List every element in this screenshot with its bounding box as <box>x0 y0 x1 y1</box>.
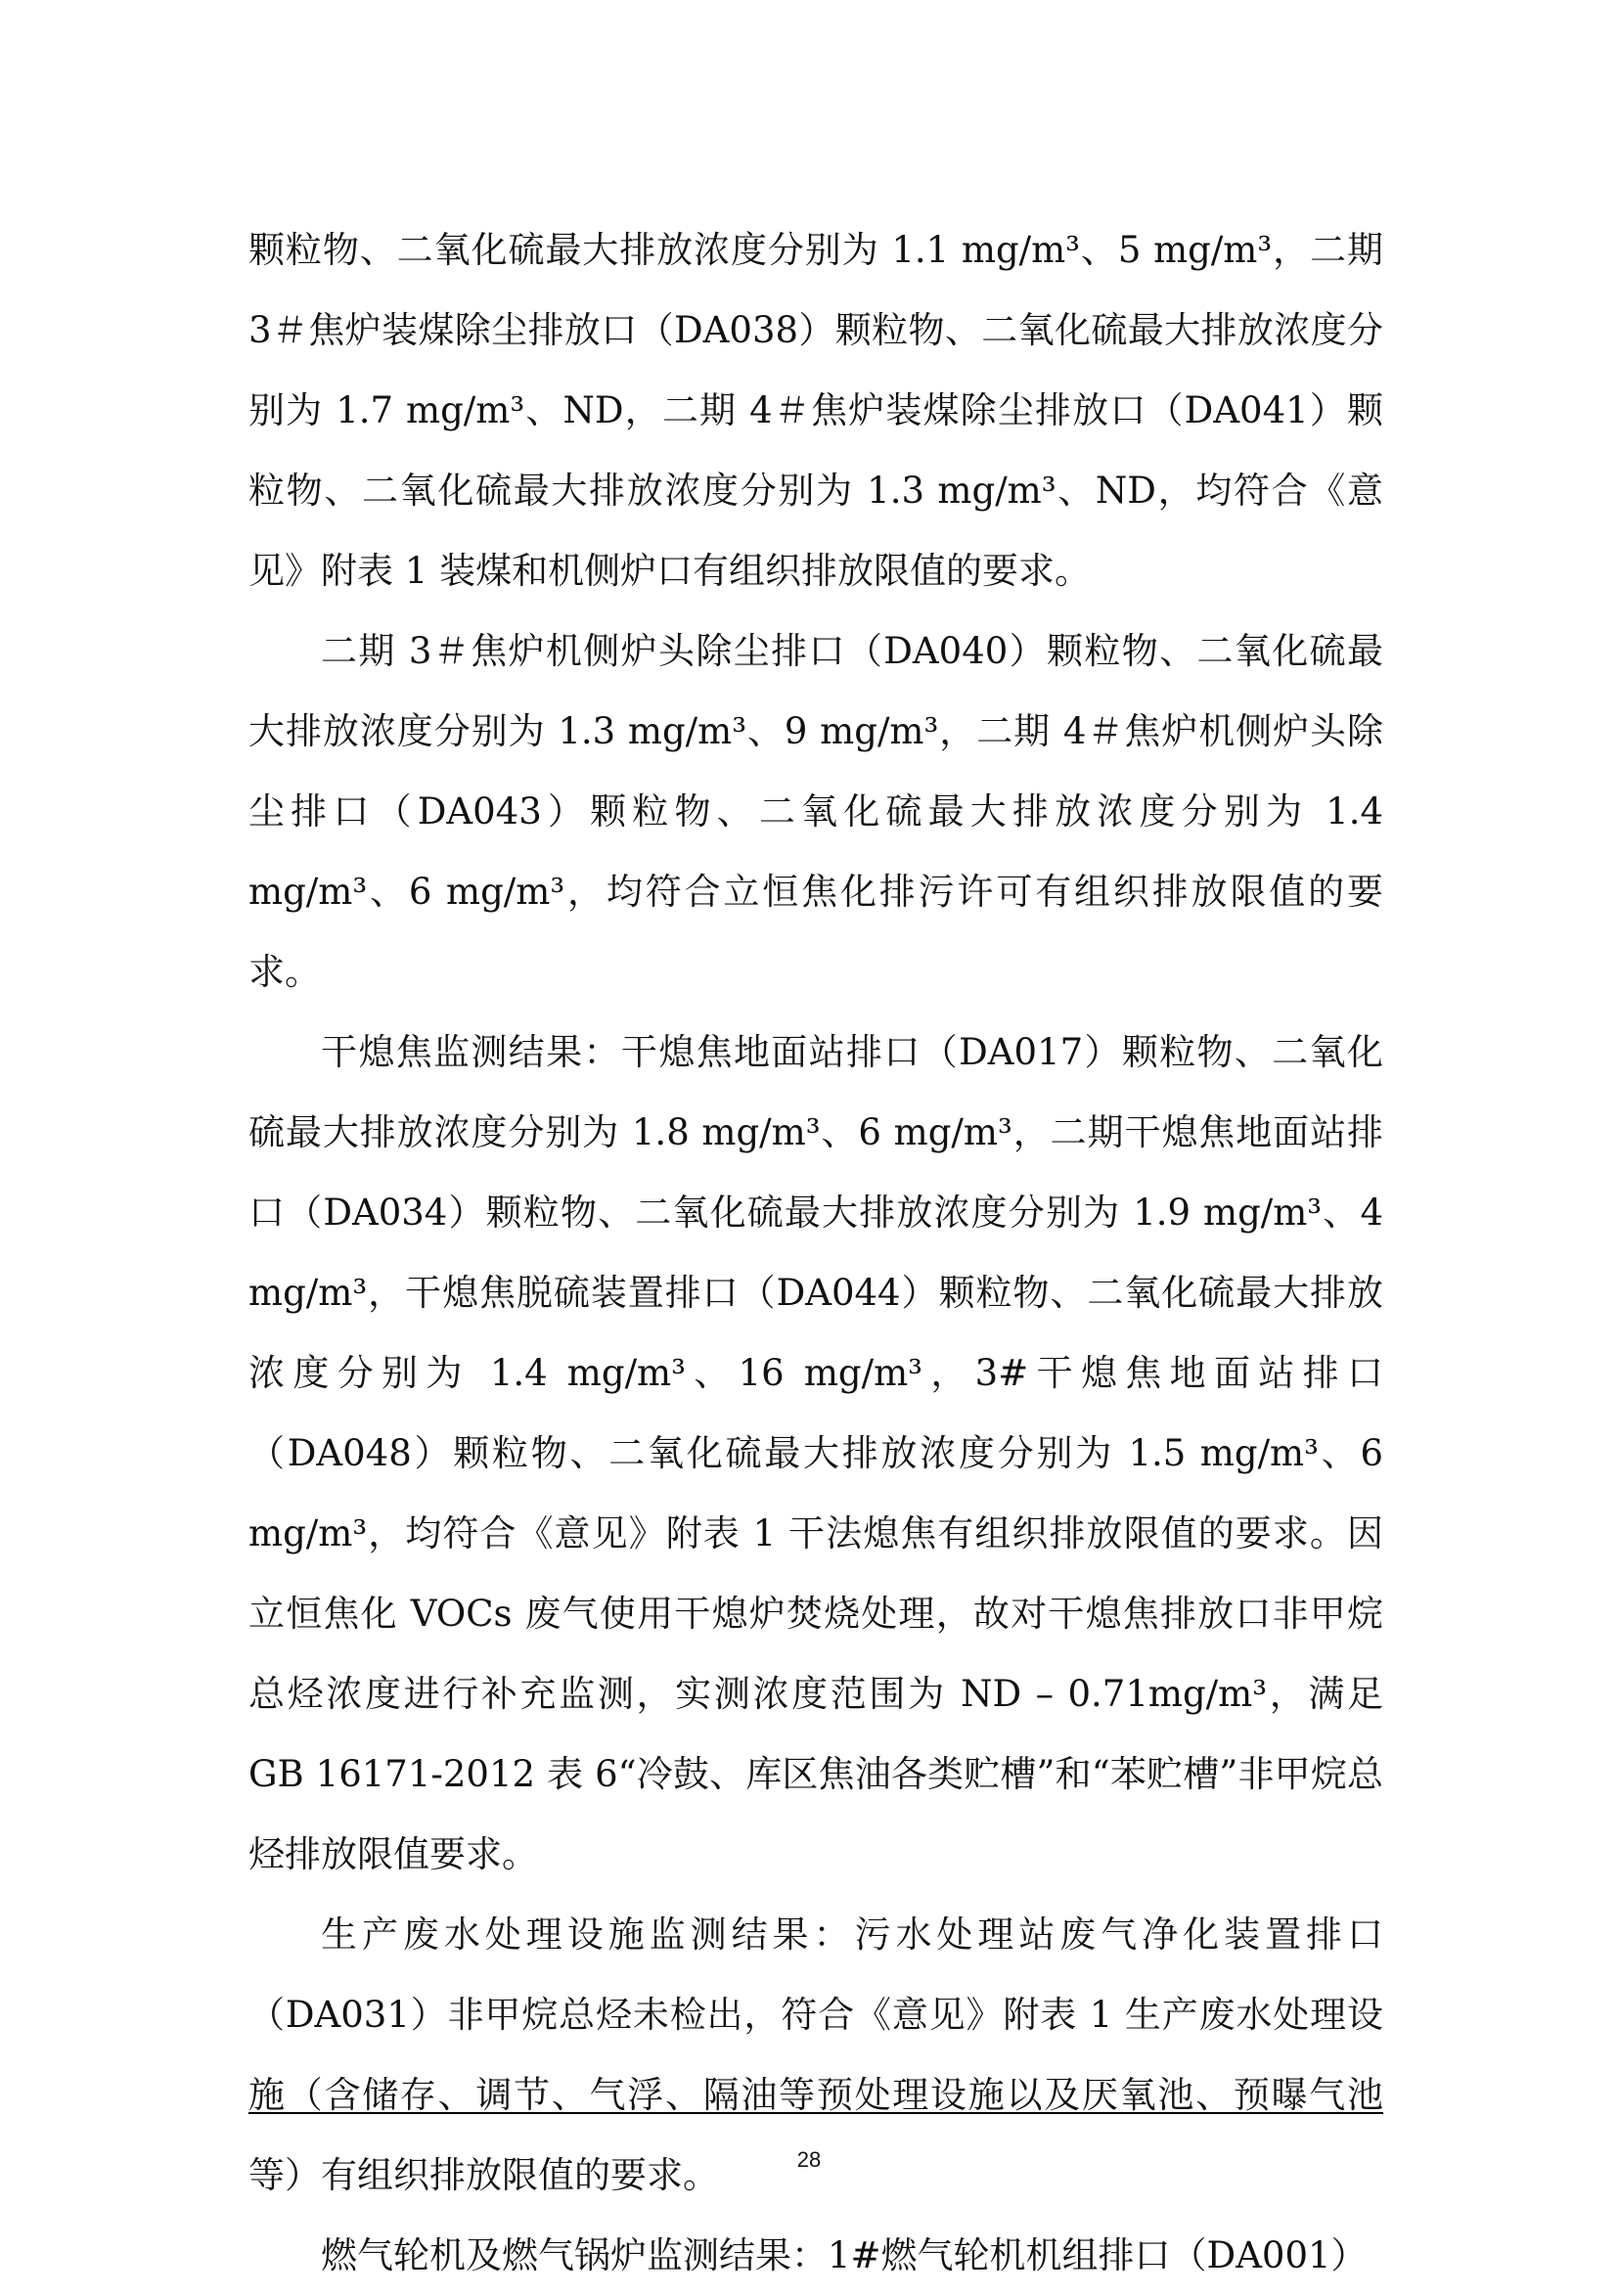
paragraph-dry-quenching-results: 干熄焦监测结果：干熄焦地面站排口（DA017）颗粒物、二氧化硫最大排放浓度分别为 1.8 mg/m³、6 mg/m³，二期干熄焦地面站排口（DA034）颗粒物、二氧化硫最大排放浓度分别为 1.9 mg/m³、4 mg/m³，干熄焦脱硫装置排口（DA044）颗粒物、二氧化硫最大排放浓度分别为 1.4 mg/m³、16 mg/m³，3#干熄焦地面站排口（DA048）颗粒物、二氧化硫最大排放浓度分别为 1.5 mg/m³、6 mg/m³，均符合《意见》附表 1 干法熄焦有组织排放限值的要求。因立恒焦化 VOCs 废气使用干熄炉焚烧处理，故对干熄焦排放口非甲烷总烃浓度进行补充监测，实测浓度范围为 ND – 0.71mg/m³，满足 GB 16171-2012 表 6“冷鼓、库区焦油各类贮槽”和“苯贮槽”非甲烷总烃排放限值要求。 <box>248 1031 1383 1875</box>
paragraph-gas-turbine-results: 燃气轮机及燃气锅炉监测结果：1#燃气轮机机组排口（DA001） <box>321 2234 1368 2276</box>
page-number: 28 <box>796 2147 822 2172</box>
body-text <box>248 210 1383 2296</box>
paragraph-wastewater-treatment-results: 生产废水处理设施监测结果：污水处理站废气净化装置排口（DA031）非甲烷总烃未检出，符合《意见》附表 1 生产废水处理设施（含储存、调节、气浮、隔油等预处理设施以及厌氧池、预曝气池等）有组织排放限值的要求。 <box>248 1913 1383 2196</box>
footer-divider <box>248 2112 1383 2114</box>
paragraph-coke-oven-charging-continued: 颗粒物、二氧化硫最大排放浓度分别为 1.1 mg/m³、5 mg/m³，二期 3＃焦炉装煤除尘排放口（DA038）颗粒物、二氧化硫最大排放浓度分别为 1.7 mg/m³、ND，二期 4＃焦炉装煤除尘排放口（DA041）颗粒物、二氧化硫最大排放浓度分别为 1.3 mg/m³、ND，均符合《意见》附表 1 装煤和机侧炉口有组织排放限值的要求。 <box>248 229 1383 592</box>
paragraph-machine-side-furnace-head: 二期 3＃焦炉机侧炉头除尘排口（DA040）颗粒物、二氧化硫最大排放浓度分别为 1.3 mg/m³、9 mg/m³，二期 4＃焦炉机侧炉头除尘排口（DA043）颗粒物、二氧化硫最大排放浓度分别为 1.4 mg/m³、6 mg/m³，均符合立恒焦化排污许可有组织排放限值的要求。 <box>248 630 1383 993</box>
